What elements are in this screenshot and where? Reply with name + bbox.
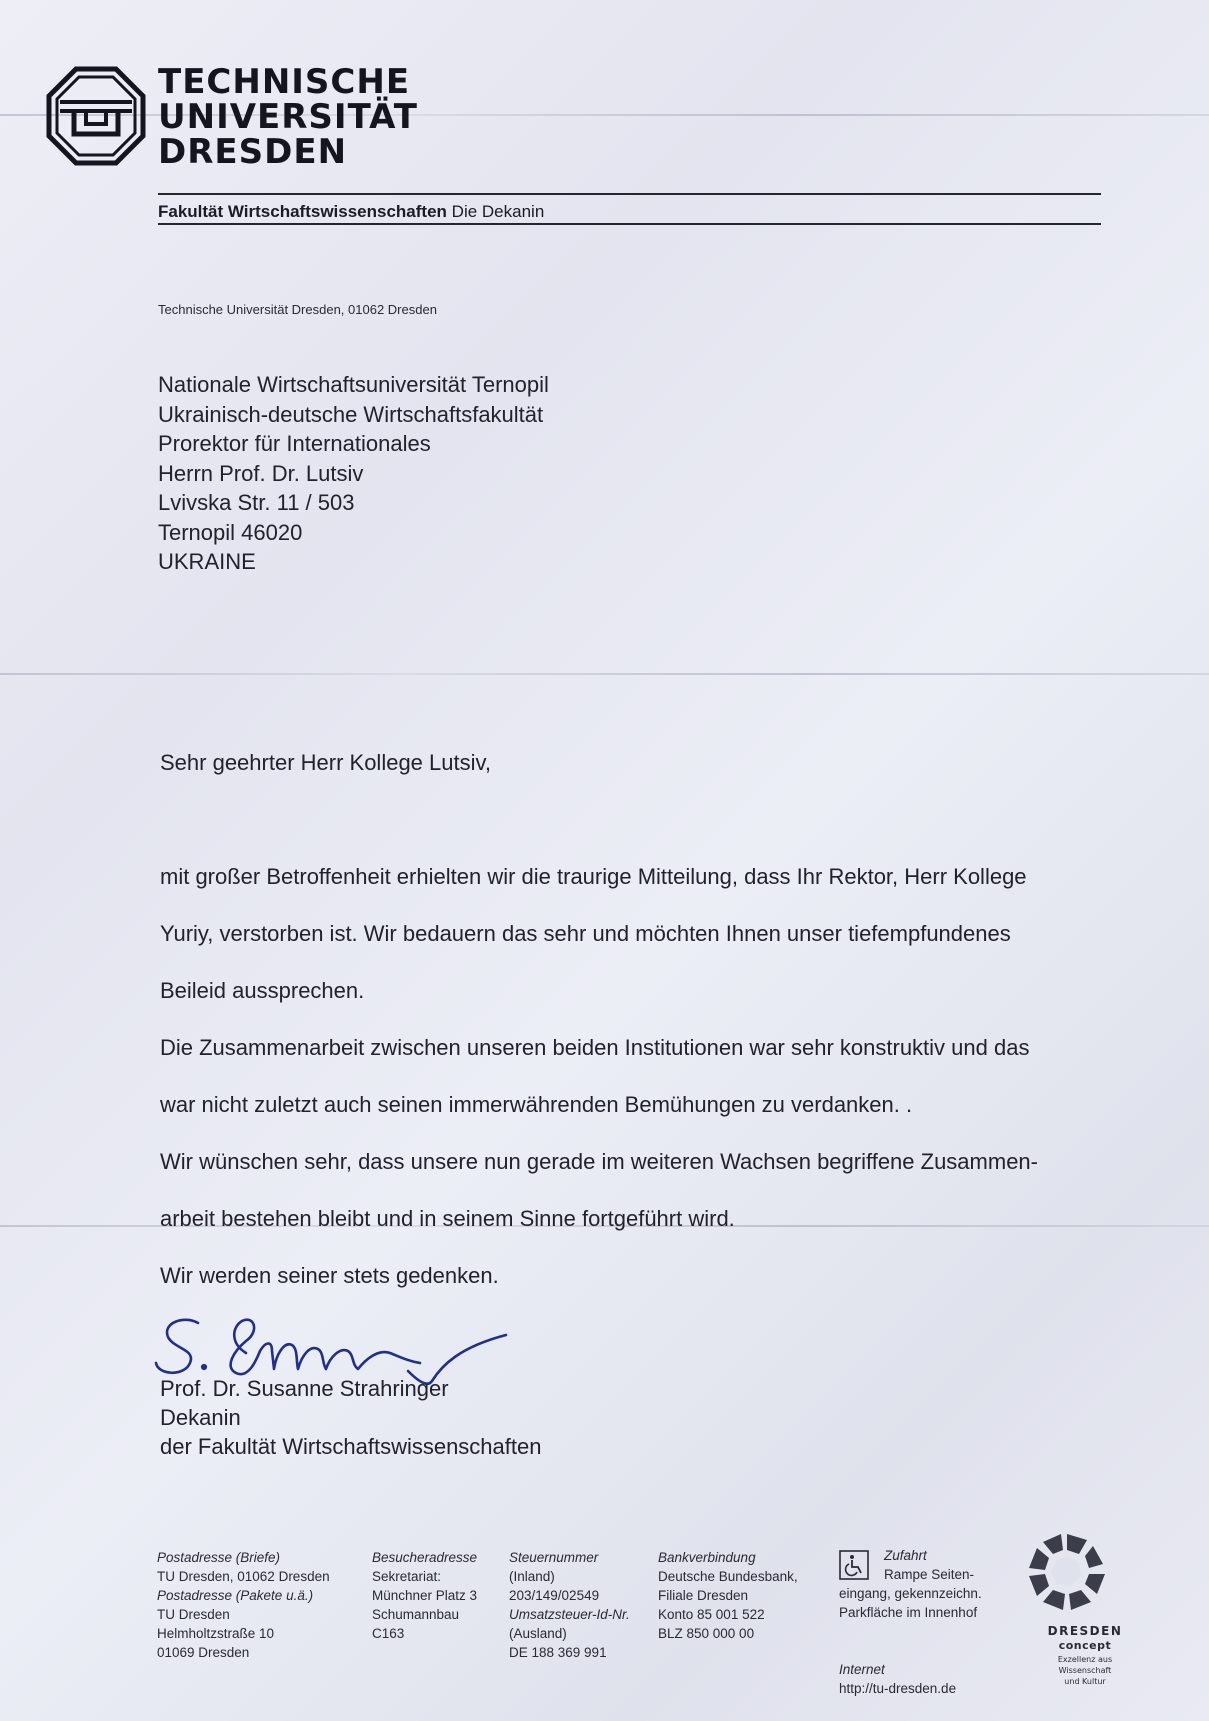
logo-text-line1: TECHNISCHE bbox=[158, 62, 411, 102]
footer-text: Rampe Seiten- bbox=[884, 1567, 975, 1582]
footer-text: (Ausland) bbox=[509, 1626, 567, 1641]
logo-text-line2: UNIVERSITÄT bbox=[158, 97, 418, 137]
header-rule-top bbox=[158, 193, 1101, 195]
footer-text: Konto 85 001 522 bbox=[658, 1607, 765, 1622]
footer-text: Parkfläche im Innenhof bbox=[839, 1605, 978, 1620]
footer-label-bank: Bankverbindung bbox=[658, 1550, 756, 1565]
body-line: Die Zusammenarbeit zwischen unseren beiden Institutionen war sehr konstruktiv und das bbox=[160, 1035, 1030, 1060]
body-line: Beileid aussprechen. bbox=[160, 978, 365, 1003]
footer-label-packages: Postadresse (Pakete u.ä.) bbox=[157, 1588, 314, 1603]
footer-internet bbox=[839, 1660, 956, 1698]
internet-url: http://tu-dresden.de bbox=[839, 1681, 957, 1696]
footer-label-internet: Internet bbox=[839, 1662, 885, 1677]
tu-dresden-logo-icon bbox=[46, 66, 146, 166]
footer-text: 203/149/02549 bbox=[509, 1588, 600, 1603]
signatory-title: Dekanin bbox=[160, 1405, 241, 1430]
body-line: arbeit bestehen bleibt und in seinem Sinne fortgeführt wird. bbox=[160, 1206, 735, 1231]
recipient-line: Nationale Wirtschaftsuniversität Ternopil bbox=[158, 372, 549, 397]
footer-tax bbox=[509, 1548, 630, 1662]
footer-visitor bbox=[372, 1548, 477, 1643]
recipient-line: Prorektor für Internationales bbox=[158, 431, 431, 456]
footer-access-label bbox=[884, 1546, 974, 1584]
footer-bank bbox=[658, 1548, 798, 1643]
recipient-address bbox=[158, 370, 549, 577]
body-line: war nicht zuletzt auch seinen immerwährenden Bemühungen zu verdanken. . bbox=[160, 1092, 913, 1117]
header-rule-bottom bbox=[158, 223, 1101, 225]
concept-line1: DRESDEN bbox=[1047, 1624, 1123, 1638]
faculty-name: Fakultät Wirtschaftswissenschaften bbox=[158, 202, 447, 221]
faculty-line bbox=[158, 202, 544, 222]
signature-block bbox=[160, 1374, 541, 1461]
recipient-line: Ternopil 46020 bbox=[158, 519, 303, 545]
footer-label-tax: Steuernummer bbox=[509, 1550, 599, 1565]
footer-text: Schumannbau bbox=[372, 1607, 460, 1622]
body-line: Wir wünschen sehr, dass unsere nun gerade im weiteren Wachsen begriffene Zusammen- bbox=[160, 1149, 1038, 1174]
paper-fold-middle bbox=[0, 673, 1209, 675]
footer-label-vat: Umsatzsteuer-Id-Nr. bbox=[509, 1607, 630, 1622]
concept-line2: concept bbox=[1058, 1639, 1112, 1652]
concept-line4: Wissenschaft bbox=[1058, 1666, 1112, 1675]
recipient-line: Lvivska Str. 11 / 503 bbox=[158, 490, 355, 515]
body-line: Yuriy, verstorben ist. Wir bedauern das sehr und möchten Ihnen unser tiefempfundenes bbox=[160, 921, 1011, 946]
footer-postal bbox=[157, 1548, 330, 1662]
footer-text: Helmholtzstraße 10 bbox=[157, 1626, 275, 1641]
footer-text: TU Dresden bbox=[157, 1607, 230, 1622]
sender-line: Technische Universität Dresden, 01062 Dresden bbox=[158, 302, 437, 317]
footer-text: Deutsche Bundesbank, bbox=[658, 1569, 798, 1584]
footer-text: Sekretariat: bbox=[372, 1569, 442, 1584]
footer-text: 01069 Dresden bbox=[157, 1645, 250, 1660]
footer-text: BLZ 850 000 00 bbox=[658, 1626, 755, 1641]
body-line: mit großer Betroffenheit erhielten wir die traurige Mitteilung, dass Ihr Rektor, Herr Kollege bbox=[160, 864, 1027, 889]
footer-text: eingang, gekennzeichn. bbox=[839, 1586, 982, 1601]
footer-label-letters: Postadresse (Briefe) bbox=[157, 1550, 281, 1565]
footer-access-text bbox=[839, 1584, 982, 1622]
salutation: Sehr geehrter Herr Kollege Lutsiv, bbox=[160, 750, 491, 775]
recipient-line: Ukrainisch-deutsche Wirtschaftsfakultät bbox=[158, 401, 544, 427]
footer-label-visitor: Besucheradresse bbox=[372, 1550, 478, 1565]
recipient-line: Herrn Prof. Dr. Lutsiv bbox=[158, 460, 364, 486]
faculty-role: Die Dekanin bbox=[451, 202, 545, 221]
signatory-name: Prof. Dr. Susanne Strahringer bbox=[160, 1376, 449, 1401]
signatory-faculty: der Fakultät Wirtschaftswissenschaften bbox=[160, 1434, 542, 1459]
footer-text: Filiale Dresden bbox=[658, 1588, 749, 1603]
concept-line3: Exzellenz aus bbox=[1057, 1655, 1113, 1664]
wheelchair-icon bbox=[839, 1550, 869, 1580]
footer-text: DE 188 369 991 bbox=[509, 1645, 607, 1660]
body-line: Wir werden seiner stets gedenken. bbox=[160, 1263, 499, 1288]
dresden-concept-logo-icon bbox=[1027, 1532, 1107, 1612]
footer-text: (Inland) bbox=[509, 1569, 555, 1584]
footer-label-access: Zufahrt bbox=[884, 1548, 927, 1563]
concept-line5: und Kultur bbox=[1064, 1677, 1106, 1686]
footer-text: Münchner Platz 3 bbox=[372, 1588, 478, 1603]
footer-text: TU Dresden, 01062 Dresden bbox=[157, 1569, 330, 1584]
footer-text: C163 bbox=[372, 1626, 405, 1641]
recipient-line: UKRAINE bbox=[158, 549, 256, 574]
logo-text-line3: DRESDEN bbox=[158, 132, 348, 172]
